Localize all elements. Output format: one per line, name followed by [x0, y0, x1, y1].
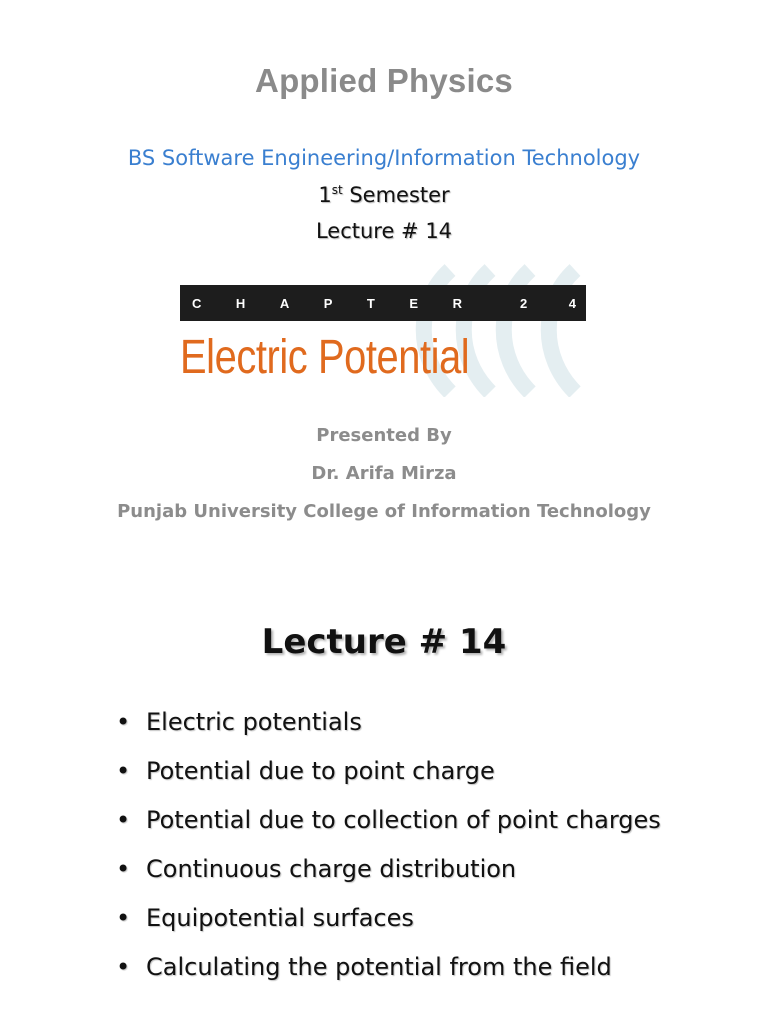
chapter-letter: P	[323, 295, 333, 311]
semester-suffix: st	[331, 183, 343, 197]
list-item	[116, 800, 736, 840]
lecture-number: Lecture # 14	[315, 219, 453, 243]
topic-list	[116, 702, 736, 996]
list-item	[116, 947, 736, 987]
program-name: BS Software Engineering/Information Technology	[127, 146, 641, 170]
bullet-icon: •	[116, 757, 131, 785]
topic-text: Potential due to point charge	[146, 757, 495, 785]
bullet-icon: •	[116, 953, 131, 981]
bullet-icon: •	[116, 855, 131, 883]
presenter-name: Dr. Arifa Mirza	[311, 463, 457, 484]
list-item	[116, 702, 736, 742]
course-title: Applied Physics	[255, 62, 513, 99]
topic-text: Calculating the potential from the field	[146, 953, 612, 981]
bullet-icon: •	[116, 904, 131, 932]
chapter-digit: 2	[520, 295, 528, 311]
list-item	[116, 849, 736, 889]
institution-name: Punjab University College of Information Technology	[117, 501, 651, 522]
chapter-letter: C	[192, 295, 202, 311]
semester-label: Semester	[342, 183, 450, 207]
topic-text: Equipotential surfaces	[146, 904, 414, 932]
chapter-title: Electric Potential	[180, 331, 470, 384]
chapter-number	[520, 296, 576, 311]
presented-by-label: Presented By	[316, 425, 452, 446]
semester-line	[0, 183, 768, 207]
topic-text: Electric potentials	[146, 708, 362, 736]
chapter-banner	[180, 262, 595, 397]
chapter-bar	[180, 285, 586, 321]
chapter-letter: A	[279, 295, 290, 311]
chapter-word	[192, 296, 462, 311]
bullet-icon: •	[116, 708, 131, 736]
semester-number: 1	[318, 183, 332, 207]
bullet-icon: •	[116, 806, 131, 834]
chapter-letter: H	[235, 295, 246, 311]
chapter-letter: E	[409, 295, 419, 311]
chapter-digit: 4	[568, 295, 576, 311]
list-item	[116, 898, 736, 938]
outline-slide	[0, 576, 768, 1024]
topic-text: Continuous charge distribution	[146, 855, 517, 883]
outline-title: Lecture # 14	[261, 622, 507, 662]
topic-text: Potential due to collection of point charges	[146, 806, 661, 834]
chapter-letter: T	[366, 295, 375, 311]
chapter-letter: R	[452, 295, 462, 311]
list-item	[116, 751, 736, 791]
